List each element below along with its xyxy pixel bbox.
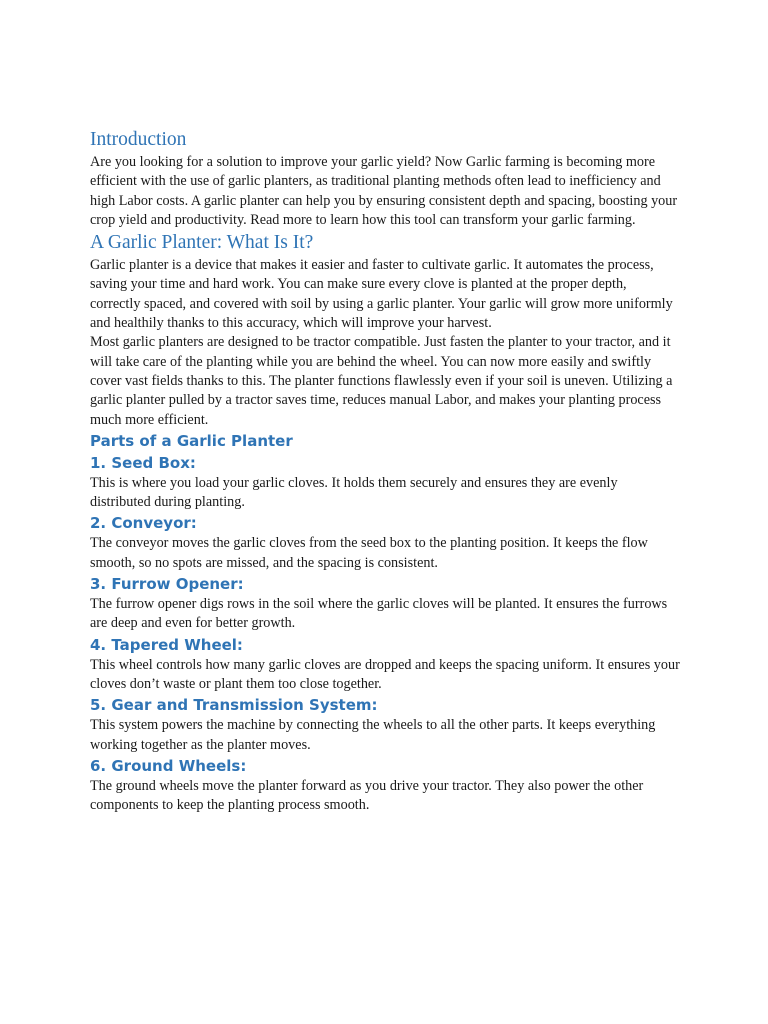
part-title-conveyor: 2. Conveyor: <box>90 514 197 533</box>
document-page <box>90 127 680 815</box>
part-text-seed-box: This is where you load your garlic cloves. It holds them securely and ensures they are evenly distributed during planting. <box>90 474 618 511</box>
part-title-gear-transmission: 5. Gear and Transmission System: <box>90 696 378 715</box>
what-is-paragraph-2: Most garlic planters are designed to be tractor compatible. Just fasten the planter to your tractor, and it will take care of the planting while you are behind the wheel. You can now more easily and swiftly cover vast fields thanks to this. The planter functions flawlessly even if your soil is uneven. Utilizing a garlic planter pulled by a tractor saves time, reduces manual Labor, and makes your planting process much more efficient. <box>90 334 673 428</box>
parts-heading: Parts of a Garlic Planter <box>90 431 293 450</box>
what-is-heading: A Garlic Planter: What Is It? <box>90 232 314 254</box>
what-is-paragraph-1: Garlic planter is a device that makes it easier and faster to cultivate garlic. It automates the process, saving your time and hard work. You can make sure every clove is planted at the proper depth, correctly spaced, and covered with soil by using a garlic planter. Your garlic will grow more uniformly and healthily thanks to this accuracy, which will improve your harvest. <box>90 257 673 332</box>
part-text-conveyor: The conveyor moves the garlic cloves from the seed box to the planting position. It keeps the flow smooth, so no spots are missed, and the spacing is consistent. <box>90 535 648 571</box>
part-title-ground-wheels: 6. Ground Wheels: <box>90 756 247 775</box>
part-text-furrow-opener: The furrow opener digs rows in the soil where the garlic cloves will be planted. It ensures the furrows are deep and even for better growth. <box>90 596 668 632</box>
intro-heading: Introduction <box>90 129 187 150</box>
part-title-seed-box: 1. Seed Box: <box>90 453 196 472</box>
part-title-furrow-opener: 3. Furrow Opener: <box>90 575 244 594</box>
part-text-ground-wheels: The ground wheels move the planter forward as you drive your tractor. They also power the other components to keep the planting process smooth. <box>90 777 644 814</box>
part-text-tapered-wheel: This wheel controls how many garlic cloves are dropped and keeps the spacing uniform. It ensures your cloves don’t waste or plant them too close together. <box>90 656 680 692</box>
part-text-gear-transmission: This system powers the machine by connecting the wheels to all the other parts. It keeps everything working together as the planter moves. <box>90 717 656 753</box>
intro-paragraph: Are you looking for a solution to improve your garlic yield? Now Garlic farming is becoming more efficient with the use of garlic planters, as traditional planting methods often lead to inefficiency and high Labor costs. A garlic planter can help you by ensuring consistent depth and spacing, boosting your crop yield and productivity. Read more to learn how this tool can transform your garlic farming. <box>90 154 678 228</box>
part-title-tapered-wheel: 4. Tapered Wheel: <box>90 635 243 654</box>
